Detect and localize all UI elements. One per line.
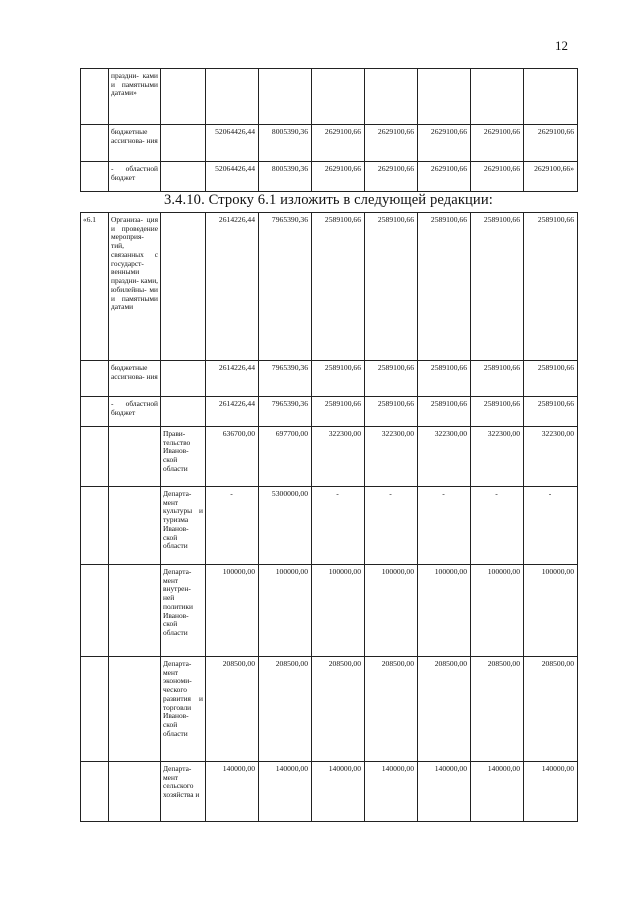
value-cell: 140000,00 [524,762,578,822]
value-cell [259,69,312,125]
value-cell: 322300,00 [418,427,471,487]
value-cell: 140000,00 [259,762,312,822]
value-cell: 2589100,66 [312,361,365,397]
executor-cell: Департа- мент сельского хозяйства и [161,762,206,822]
section-heading: 3.4.10. Строку 6.1 изложить в следующей редакции: [164,192,493,208]
value-cell: 208500,00 [418,657,471,762]
value-cell: 100000,00 [418,565,471,657]
page-number: 12 [555,38,568,53]
value-cell: 208500,00 [365,657,418,762]
value-cell [418,69,471,125]
code-cell [81,657,109,762]
value-cell: 2589100,66 [365,397,418,427]
value-cell: 2629100,66» [524,162,578,192]
table-row [81,213,578,361]
value-cell: 636700,00 [206,427,259,487]
executor-cell: Прави- тельство Иванов- ской области [161,427,206,487]
value-cell: 140000,00 [365,762,418,822]
value-cell [312,69,365,125]
name-cell: праздни- ками и памятными датами» [109,69,161,125]
value-cell [206,69,259,125]
value-cell: 2589100,66 [312,213,365,361]
value-cell: 100000,00 [471,565,524,657]
table-row [81,657,578,762]
value-cell: 140000,00 [471,762,524,822]
value-cell: - [312,487,365,565]
value-cell: 208500,00 [312,657,365,762]
name-cell: - областной бюджет [109,397,161,427]
table-row [81,69,578,125]
value-cell: 2629100,66 [365,125,418,162]
value-cell: 2589100,66 [524,213,578,361]
value-cell: 322300,00 [365,427,418,487]
executor-cell: Департа- мент внутрен- ней политики Иванов- ской области [161,565,206,657]
value-cell: 2589100,66 [418,213,471,361]
value-cell: 100000,00 [524,565,578,657]
executor-cell [161,397,206,427]
executor-cell: Департа- мент культуры и туризма Иванов- ской области [161,487,206,565]
executor-cell [161,125,206,162]
value-cell: 2629100,66 [418,162,471,192]
name-cell: Организа- ция и проведение мероприя- тий, связанных с государст- венными праздни- ками, юбилейны- ми и памятными датами [109,213,161,361]
value-cell [365,69,418,125]
name-cell [109,487,161,565]
value-cell: 208500,00 [471,657,524,762]
code-cell: «6.1 [81,213,109,361]
value-cell: 2614226,44 [206,397,259,427]
value-cell: 2629100,66 [524,125,578,162]
code-cell [81,487,109,565]
value-cell: 322300,00 [524,427,578,487]
value-cell: 100000,00 [365,565,418,657]
value-cell: 208500,00 [206,657,259,762]
value-cell: 2629100,66 [471,162,524,192]
executor-cell [161,162,206,192]
value-cell: 208500,00 [524,657,578,762]
value-cell: 2589100,66 [471,361,524,397]
value-cell [524,69,578,125]
value-cell: 2629100,66 [365,162,418,192]
value-cell: 8005390,36 [259,162,312,192]
value-cell: 100000,00 [259,565,312,657]
value-cell: 2589100,66 [524,361,578,397]
value-cell: 52064426,44 [206,125,259,162]
executor-cell [161,213,206,361]
table-row [81,125,578,162]
table-continued [80,68,578,192]
value-cell: 8005390,36 [259,125,312,162]
value-cell: 2614226,44 [206,213,259,361]
table-row [81,487,578,565]
code-cell [81,427,109,487]
code-cell [81,762,109,822]
name-cell [109,565,161,657]
value-cell: - [418,487,471,565]
executor-cell [161,69,206,125]
value-cell: 100000,00 [206,565,259,657]
code-cell [81,565,109,657]
value-cell: 2589100,66 [418,397,471,427]
table-row [81,162,578,192]
code-cell [81,162,109,192]
value-cell: 2589100,66 [471,397,524,427]
value-cell: 2589100,66 [524,397,578,427]
value-cell: 2589100,66 [365,361,418,397]
code-cell [81,361,109,397]
value-cell: - [206,487,259,565]
table-row [81,565,578,657]
executor-cell [161,361,206,397]
value-cell: 52064426,44 [206,162,259,192]
name-cell: бюджетные ассигнова- ния [109,361,161,397]
table-row-6-1 [80,212,578,822]
value-cell: 322300,00 [312,427,365,487]
code-cell [81,69,109,125]
name-cell [109,427,161,487]
value-cell: 5300000,00 [259,487,312,565]
value-cell: 2629100,66 [471,125,524,162]
name-cell: бюджетные ассигнова- ния [109,125,161,162]
table-row [81,361,578,397]
code-cell [81,397,109,427]
value-cell [471,69,524,125]
value-cell: 322300,00 [471,427,524,487]
value-cell: 2629100,66 [312,125,365,162]
value-cell: 140000,00 [206,762,259,822]
name-cell: - областной бюджет [109,162,161,192]
value-cell: 2589100,66 [312,397,365,427]
table-row [81,427,578,487]
value-cell: 140000,00 [418,762,471,822]
value-cell: 2614226,44 [206,361,259,397]
value-cell: - [471,487,524,565]
value-cell: 208500,00 [259,657,312,762]
value-cell: 7965390,36 [259,361,312,397]
value-cell: 2589100,66 [365,213,418,361]
value-cell: 140000,00 [312,762,365,822]
value-cell: 100000,00 [312,565,365,657]
value-cell: 2629100,66 [418,125,471,162]
name-cell [109,762,161,822]
value-cell: 7965390,36 [259,213,312,361]
table-row [81,762,578,822]
value-cell: 697700,00 [259,427,312,487]
table-row [81,397,578,427]
name-cell [109,657,161,762]
value-cell: - [365,487,418,565]
value-cell: 7965390,36 [259,397,312,427]
value-cell: 2629100,66 [312,162,365,192]
value-cell: - [524,487,578,565]
code-cell [81,125,109,162]
executor-cell: Департа- мент экономи- ческого развития и торговли Иванов- ской области [161,657,206,762]
value-cell: 2589100,66 [418,361,471,397]
value-cell: 2589100,66 [471,213,524,361]
